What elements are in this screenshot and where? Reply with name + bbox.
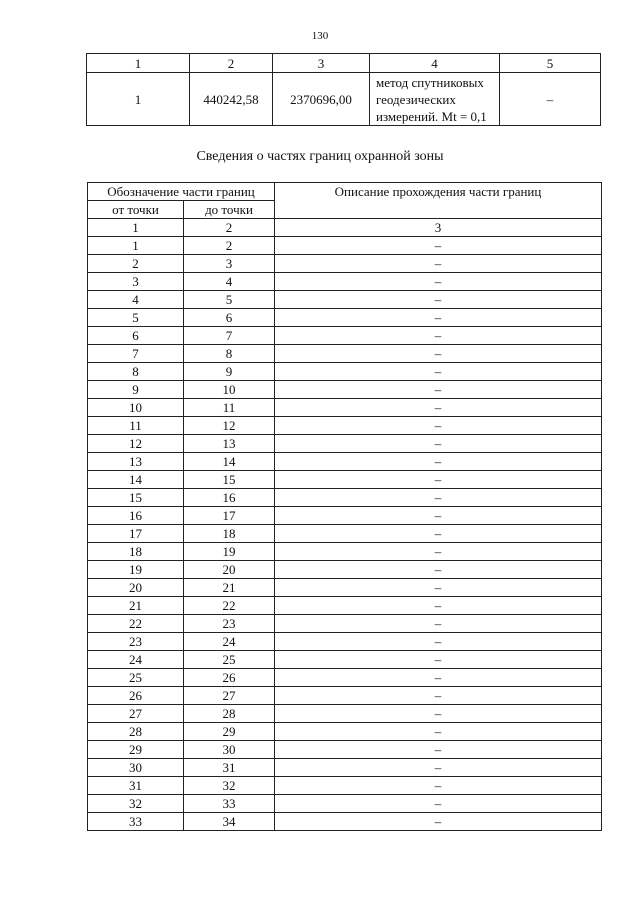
from-point-cell: 16 bbox=[88, 507, 184, 525]
description-cell: – bbox=[275, 579, 602, 597]
to-point-cell: 16 bbox=[184, 489, 275, 507]
description-cell: – bbox=[275, 489, 602, 507]
from-point-cell: 22 bbox=[88, 615, 184, 633]
table-row bbox=[88, 345, 602, 363]
to-point-cell: 31 bbox=[184, 759, 275, 777]
table-row bbox=[88, 705, 602, 723]
from-point-cell: 14 bbox=[88, 471, 184, 489]
from-point-cell: 24 bbox=[88, 651, 184, 669]
from-point-cell: 3 bbox=[88, 273, 184, 291]
header-group-cell: Обозначение части границ bbox=[88, 183, 275, 201]
table-row bbox=[88, 507, 602, 525]
description-cell: – bbox=[275, 705, 602, 723]
from-point-cell: 21 bbox=[88, 597, 184, 615]
description-cell: – bbox=[275, 525, 602, 543]
to-point-cell: 27 bbox=[184, 687, 275, 705]
table-row bbox=[88, 363, 602, 381]
to-point-cell: 29 bbox=[184, 723, 275, 741]
to-point-cell: 6 bbox=[184, 309, 275, 327]
table-row bbox=[88, 687, 602, 705]
to-point-cell: 13 bbox=[184, 435, 275, 453]
to-point-cell: 34 bbox=[184, 813, 275, 831]
to-point-cell: 11 bbox=[184, 399, 275, 417]
description-cell: – bbox=[275, 669, 602, 687]
table-row bbox=[88, 291, 602, 309]
method-cell: метод спутниковых геодезических измерений. Mt = 0,1 bbox=[370, 73, 500, 126]
from-point-cell: 28 bbox=[88, 723, 184, 741]
to-point-cell: 19 bbox=[184, 543, 275, 561]
table-row bbox=[88, 759, 602, 777]
to-point-cell: 10 bbox=[184, 381, 275, 399]
description-cell: – bbox=[275, 255, 602, 273]
table-row bbox=[88, 561, 602, 579]
to-point-cell: 7 bbox=[184, 327, 275, 345]
from-point-cell: 23 bbox=[88, 633, 184, 651]
from-point-cell: 13 bbox=[88, 453, 184, 471]
coordinates-data-row bbox=[87, 73, 601, 126]
column-numbers-row bbox=[88, 219, 602, 237]
table-row bbox=[88, 471, 602, 489]
to-point-cell: 21 bbox=[184, 579, 275, 597]
description-cell: – bbox=[275, 399, 602, 417]
from-point-cell: 5 bbox=[88, 309, 184, 327]
description-cell: – bbox=[275, 723, 602, 741]
from-point-cell: 27 bbox=[88, 705, 184, 723]
description-cell: – bbox=[275, 309, 602, 327]
table-row bbox=[88, 741, 602, 759]
to-point-cell: 25 bbox=[184, 651, 275, 669]
header-description-cell: Описание прохождения части границ bbox=[275, 183, 602, 219]
to-point-cell: 24 bbox=[184, 633, 275, 651]
to-point-cell: 23 bbox=[184, 615, 275, 633]
from-point-cell: 4 bbox=[88, 291, 184, 309]
header-row-group bbox=[88, 183, 602, 201]
description-cell: – bbox=[275, 417, 602, 435]
table-row bbox=[88, 525, 602, 543]
to-point-cell: 22 bbox=[184, 597, 275, 615]
table-row bbox=[88, 237, 602, 255]
table-row bbox=[88, 669, 602, 687]
y-coordinate-cell: 2370696,00 bbox=[273, 73, 370, 126]
table-row bbox=[88, 813, 602, 831]
from-point-cell: 29 bbox=[88, 741, 184, 759]
description-cell: – bbox=[275, 633, 602, 651]
to-point-cell: 9 bbox=[184, 363, 275, 381]
coordinates-header-row bbox=[87, 54, 601, 73]
description-cell: – bbox=[275, 363, 602, 381]
column-number-2: 2 bbox=[190, 54, 273, 73]
to-point-cell: 33 bbox=[184, 795, 275, 813]
description-cell: – bbox=[275, 615, 602, 633]
from-point-cell: 18 bbox=[88, 543, 184, 561]
column-number-1: 1 bbox=[87, 54, 190, 73]
description-cell: – bbox=[275, 777, 602, 795]
header-to-cell: до точки bbox=[184, 201, 275, 219]
to-point-cell: 28 bbox=[184, 705, 275, 723]
to-point-cell: 18 bbox=[184, 525, 275, 543]
table-row bbox=[88, 777, 602, 795]
description-cell: – bbox=[275, 273, 602, 291]
to-point-cell: 12 bbox=[184, 417, 275, 435]
from-point-cell: 8 bbox=[88, 363, 184, 381]
description-cell: – bbox=[275, 507, 602, 525]
description-cell: – bbox=[275, 651, 602, 669]
to-point-cell: 32 bbox=[184, 777, 275, 795]
from-point-cell: 7 bbox=[88, 345, 184, 363]
to-point-cell: 5 bbox=[184, 291, 275, 309]
from-point-cell: 32 bbox=[88, 795, 184, 813]
from-point-cell: 33 bbox=[88, 813, 184, 831]
table-row bbox=[88, 399, 602, 417]
column-number-cell: 1 bbox=[88, 219, 184, 237]
description-cell: – bbox=[275, 237, 602, 255]
column-number-cell: 2 bbox=[184, 219, 275, 237]
column-number-5: 5 bbox=[500, 54, 601, 73]
description-cell: – bbox=[275, 381, 602, 399]
coordinates-table bbox=[86, 53, 601, 126]
to-point-cell: 17 bbox=[184, 507, 275, 525]
from-point-cell: 6 bbox=[88, 327, 184, 345]
table-row bbox=[88, 651, 602, 669]
description-cell: – bbox=[275, 561, 602, 579]
table-row bbox=[88, 381, 602, 399]
table-row bbox=[88, 795, 602, 813]
table-row bbox=[88, 453, 602, 471]
table-row bbox=[88, 543, 602, 561]
to-point-cell: 26 bbox=[184, 669, 275, 687]
column-number-4: 4 bbox=[370, 54, 500, 73]
to-point-cell: 2 bbox=[184, 237, 275, 255]
description-cell: – bbox=[275, 471, 602, 489]
table-row bbox=[88, 489, 602, 507]
table-row bbox=[88, 597, 602, 615]
x-coordinate-cell: 440242,58 bbox=[190, 73, 273, 126]
description-cell: – bbox=[275, 291, 602, 309]
to-point-cell: 14 bbox=[184, 453, 275, 471]
from-point-cell: 15 bbox=[88, 489, 184, 507]
description-cell: – bbox=[275, 759, 602, 777]
from-point-cell: 20 bbox=[88, 579, 184, 597]
from-point-cell: 12 bbox=[88, 435, 184, 453]
to-point-cell: 4 bbox=[184, 273, 275, 291]
table-row bbox=[88, 723, 602, 741]
description-cell: – bbox=[275, 795, 602, 813]
description-cell: – bbox=[275, 813, 602, 831]
description-cell: – bbox=[275, 543, 602, 561]
description-cell: – bbox=[275, 435, 602, 453]
from-point-cell: 30 bbox=[88, 759, 184, 777]
table-row bbox=[88, 273, 602, 291]
table-row bbox=[88, 255, 602, 273]
page-number: 130 bbox=[311, 30, 329, 42]
from-point-cell: 26 bbox=[88, 687, 184, 705]
point-number-cell: 1 bbox=[87, 73, 190, 126]
description-cell: – bbox=[275, 597, 602, 615]
to-point-cell: 15 bbox=[184, 471, 275, 489]
description-cell: – bbox=[275, 345, 602, 363]
from-point-cell: 1 bbox=[88, 237, 184, 255]
from-point-cell: 9 bbox=[88, 381, 184, 399]
from-point-cell: 2 bbox=[88, 255, 184, 273]
to-point-cell: 8 bbox=[184, 345, 275, 363]
table-row bbox=[88, 435, 602, 453]
table-row bbox=[88, 327, 602, 345]
description-cell: – bbox=[275, 741, 602, 759]
column-number-3: 3 bbox=[273, 54, 370, 73]
description-cell: – bbox=[275, 327, 602, 345]
to-point-cell: 30 bbox=[184, 741, 275, 759]
from-point-cell: 10 bbox=[88, 399, 184, 417]
section-title: Сведения о частях границ охранной зоны bbox=[196, 149, 444, 164]
table-row bbox=[88, 417, 602, 435]
from-point-cell: 19 bbox=[88, 561, 184, 579]
description-cell: – bbox=[275, 453, 602, 471]
description-cell: – bbox=[275, 687, 602, 705]
from-point-cell: 17 bbox=[88, 525, 184, 543]
boundary-parts-table bbox=[87, 182, 602, 831]
table-row bbox=[88, 309, 602, 327]
table-row bbox=[88, 579, 602, 597]
to-point-cell: 3 bbox=[184, 255, 275, 273]
header-from-cell: от точки bbox=[88, 201, 184, 219]
table-row bbox=[88, 633, 602, 651]
extra-cell: – bbox=[500, 73, 601, 126]
table-row bbox=[88, 615, 602, 633]
from-point-cell: 11 bbox=[88, 417, 184, 435]
to-point-cell: 20 bbox=[184, 561, 275, 579]
from-point-cell: 25 bbox=[88, 669, 184, 687]
from-point-cell: 31 bbox=[88, 777, 184, 795]
column-number-cell: 3 bbox=[275, 219, 602, 237]
